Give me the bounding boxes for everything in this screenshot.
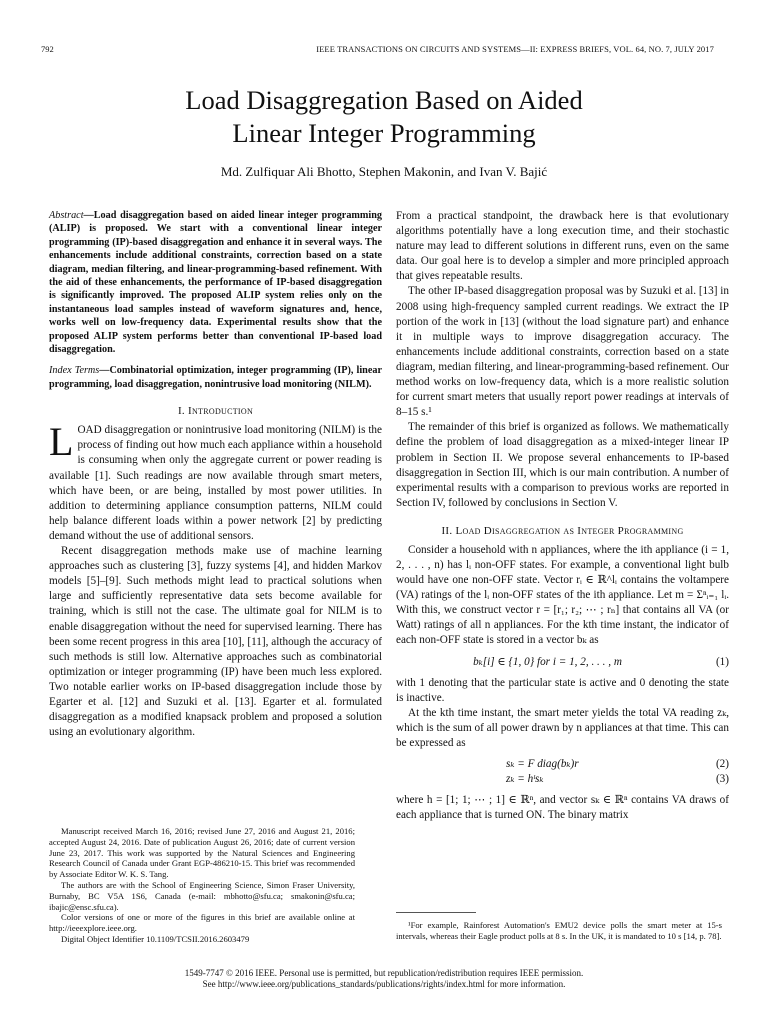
footnote-authors: The authors are with the School of Engineering Science, Simon Fraser University, Burnaby, BC V5A 1S6, Canada (e-mail: mbhotto@sfu.ca; smakonin@sfu.ca; ibajic@ensc.sfu.ca).: [49, 879, 355, 912]
author-list: Md. Zulfiquar Ali Bhotto, Stephen Makonin, and Ivan V. Bajić: [220, 164, 548, 179]
section-1-title: I. Introduction: [177, 405, 254, 418]
journal-header: IEEE TRANSACTIONS ON CIRCUITS AND SYSTEMS—II: EXPRESS BRIEFS, VOL. 64, NO. 7, JULY 2017: [316, 44, 714, 54]
right-column: [396, 209, 729, 823]
page-number: 792: [41, 44, 54, 54]
index-terms-label: Index Terms: [49, 365, 100, 377]
equation-2-number: (2): [715, 758, 729, 771]
title-line-1: Load Disaggregation Based on Aided: [185, 85, 583, 115]
copyright-line-1: 1549-7747 © 2016 IEEE. Personal use is permitted, but republication/redistribution requires IEEE permission.: [184, 968, 584, 978]
equation-2: [396, 757, 729, 772]
right-paragraph-2: The other IP-based disaggregation proposal was by Suzuki et al. [13] in 2008 using high-frequency sampled current readings. We extract the IP portion of the work in [13] (without the load signature part) and enhance it in multiple ways to improve disaggregation accuracy. The enhancements include additional constraints, correction based on a state diagram, median filtering, and linear-programming-based refinement. Our method works on low-frequency data, which is a more realistic solution for current smart meters that usually report power readings at intervals of 8–15 s.¹: [396, 285, 729, 419]
intro-paragraph-2: Recent disaggregation methods make use of machine learning approaches such as clustering [3], fuzzy systems [4], and hidden Markov models [5]–[9]. Such methods might lead to practical solutions when large and sufficiently representative data sets become available for training, which is still not the case. The ultimate goal for NILM is to enable disaggregation without the need for supervised learning. There has been some recent progress in this area [10], [11], although the accuracy of such methods is still low. Alternative approaches such as combinatorial optimization or integer programming (IP) have been much less explored. Two notable earlier works on IP-based disaggregation include those by Egarter et al. [12] and Suzuki et al. [13]. Egarter et al. formulated disaggregation as a modified knapsack problem and proposed a solution using an evolutionary algorithm.: [49, 545, 382, 739]
intro-paragraph-1: [49, 419, 382, 544]
footnote-doi: Digital Object Identifier 10.1109/TCSII.2016.2603479: [61, 933, 250, 944]
equation-1: [396, 655, 729, 670]
equation-1-number: (1): [715, 655, 729, 668]
index-terms: [49, 364, 382, 391]
right-paragraph-3: The remainder of this brief is organized as follows. We mathematically define the problem of load disaggregation as a mixed-integer linear IP problem in Section II. We propose several enhancements to IP-based disaggregation in Section III, which is our main contribution. A number of experimental results with a comparison to previous works are reported in Section IV, followed by conclusions in Section V.: [396, 421, 729, 509]
equation-2-body: sₖ = F diag(bₖ)r: [506, 758, 579, 771]
footnote-color: Color versions of one or more of the figures in this brief are available online at http://ieeexplore.ieee.org.: [49, 912, 355, 934]
intro-p1-text: OAD disaggregation or nonintrusive load monitoring (NILM) is the process of finding out how much each appliance within a household is consuming when only the aggregate current or power reading is available [1]. Such readings are now available through smart meters, which have been, or are being, installed by most power utilities. In addition to determining appliance consumption patterns, NILM could help balance different loads within a power network [2] by predicting demand without the use of additional sensors.: [49, 424, 382, 542]
right-paragraph-5: with 1 denoting that the particular state is active and 0 denoting the state is inactive.: [396, 676, 729, 704]
copyright-line-2: See http://www.ieee.org/publications_standards/publications/rights/index.html for more information.: [202, 979, 566, 989]
equation-3: [396, 772, 729, 787]
copyright-notice: [0, 968, 768, 990]
paper-title: [0, 84, 768, 150]
section-2-title: II. Load Disaggregation as Integer Programming: [441, 524, 684, 537]
title-line-2: Linear Integer Programming: [232, 118, 536, 148]
abstract: [49, 209, 382, 356]
equation-3-number: (3): [715, 773, 729, 786]
equation-3-body: zₖ = hᵗsₖ: [506, 773, 544, 786]
footnote-rule: [396, 912, 476, 913]
left-footnotes: [49, 826, 355, 945]
left-column: [49, 209, 382, 740]
right-footnotes: [396, 920, 722, 942]
right-paragraph-4: Consider a household with n appliances, where the ith appliance (i = 1, 2, . . . , n) has lᵢ non-OFF states. For example, a conventional light bulb would have one non-OFF state. Vector rᵢ ∈ ℝ^lᵢ contains the voltampere (VA) ratings of the lᵢ non-OFF states of the ith appliance. Let m = Σⁿᵢ₌₁ lᵢ. With this, we construct vector r = [r₁; r₂; ⋯ ; rₙ] that contains all VA (or Watt) ratings of all n appliances. For the kth time instant, the indicator of each non-OFF state is stored in a vector bₖ as: [396, 543, 729, 647]
index-terms-text: —Combinatorial optimization, integer programming (IP), linear programming, load disaggregation, nonintrusive load monitoring (NILM).: [49, 365, 382, 390]
footnote-1: ¹For example, Rainforest Automation's EMU2 device polls the smart meter at 15-s intervals, whereas their Eagle product polls at 8 s. In the UK, it is mandated to 10 s [14, p. 78].: [396, 920, 722, 941]
right-paragraph-1: From a practical standpoint, the drawback here is that evolutionary algorithms potentially have a long execution time, and their stochastic nature may lead to different solutions in different runs, even on the same data. Our goal here is to develop a simpler and more principled approach that gives repeatable results.: [396, 210, 729, 283]
abstract-text: —Load disaggregation based on aided linear integer programming (ALIP) is proposed. We start with a conventional linear integer programming (IP)-based disaggregation and enhance it in several ways. The enhancements include additional constraints, correction based on a state diagram, median filtering, and linear-programming-based refinement. With the aid of these enhancements, the performance of IP-based disaggregation is significantly improved. The proposed ALIP system relies only on the instantaneous load samples instead of waveform signatures and, hence, works well on low-frequency data. Experimental results show that the proposed ALIP system performs better than conventional IP-based load disaggregation.: [49, 210, 382, 356]
drop-cap: L: [49, 419, 74, 465]
footnote-manuscript: Manuscript received March 16, 2016; revised June 27, 2016 and August 21, 2016; accepted August 24, 2016. Date of publication August 26, 2016; date of current version June 23, 2017. This work was supported by the Natural Sciences and Engineering Research Council of Canada under Grant EGP-486210-15. This brief was recommended by Associate Editor W. K. S. Tang.: [49, 826, 355, 880]
abstract-label: Abstract: [49, 210, 84, 221]
right-paragraph-7: where h = [1; 1; ⋯ ; 1] ∈ ℝⁿ, and vector sₖ ∈ ℝⁿ contains VA draws of each appliance that is turned ON. The binary matrix: [396, 794, 729, 822]
right-paragraph-6: At the kth time instant, the smart meter yields the total VA reading zₖ, which is the sum of all power drawn by n appliances at that time. This can be expressed as: [396, 706, 729, 749]
equation-1-body: bₖ[i] ∈ {1, 0} for i = 1, 2, . . . , m: [473, 655, 622, 668]
